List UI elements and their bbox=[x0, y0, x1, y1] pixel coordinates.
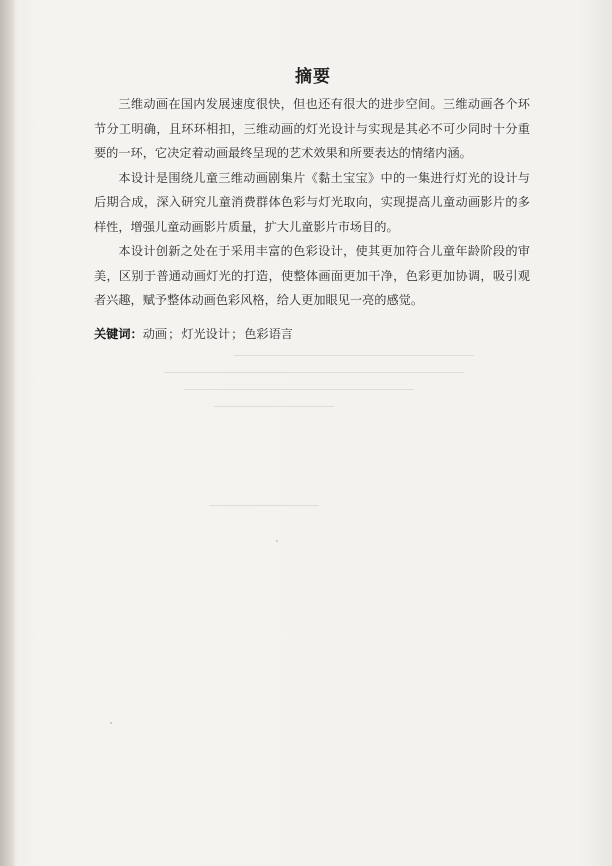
show-through-mark bbox=[234, 355, 474, 356]
keyword-1: 动画 bbox=[142, 327, 168, 341]
keywords-line bbox=[94, 325, 293, 342]
keywords-label: 关键词： bbox=[94, 327, 143, 341]
show-through-mark bbox=[164, 372, 464, 373]
abstract-paragraph-3: 本设计创新之处在于采用丰富的色彩设计，使其更加符合儿童年龄阶段的审美，区别于普通动画灯光的打造，使整体画面更加干净，色彩更加协调，吸引观者兴趣，赋予整体动画色彩风格，给人更加眼见一亮的感觉。 bbox=[94, 244, 530, 307]
show-through-mark bbox=[214, 406, 334, 407]
keyword-2: 灯光设计 bbox=[181, 327, 231, 341]
keyword-3: 色彩语言 bbox=[244, 327, 293, 341]
abstract-page bbox=[14, 0, 612, 866]
show-through-mark bbox=[184, 389, 414, 390]
abstract-paragraph-1: 三维动画在国内发展速度很快，但也还有很大的进步空间。三维动画各个环节分工明确，且环环相扣，三维动画的灯光设计与实现是其必不可少同时十分重要的一环，它决定着动画最终呈现的艺术效果和所要表达的情绪内涵。 bbox=[94, 97, 530, 160]
abstract-paragraph-2: 本设计是围绕儿童三维动画剧集片《黏土宝宝》中的一集进行灯光的设计与后期合成，深入研究儿童消费群体色彩与灯光取向，实现提高儿童动画影片的多样性，增强儿童动画影片质量，扩大儿童影片市场目的。 bbox=[94, 170, 530, 234]
keyword-separator: ； bbox=[231, 327, 244, 341]
keyword-separator: ； bbox=[168, 327, 181, 341]
show-through-mark bbox=[209, 505, 319, 506]
scan-speck bbox=[276, 540, 278, 542]
binding-shadow bbox=[0, 0, 14, 866]
abstract-body bbox=[94, 92, 530, 313]
page-title: 摘要 bbox=[295, 67, 331, 87]
scan-speck bbox=[110, 722, 112, 724]
